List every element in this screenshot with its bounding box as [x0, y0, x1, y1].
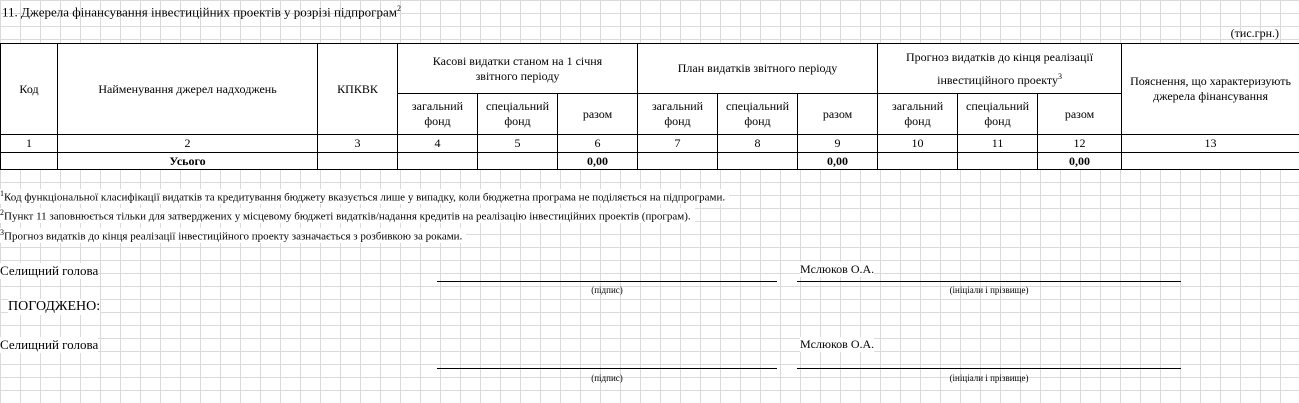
header-name: Найменування джерел надходжень — [58, 44, 318, 135]
header-kpkvk: КПКВК — [318, 44, 398, 135]
colnum: 2 — [58, 135, 318, 153]
footnote-2 — [0, 208, 695, 223]
total-kpkvk — [318, 153, 398, 170]
total-forecast-special — [958, 153, 1038, 170]
footnote-1 — [0, 189, 729, 204]
colnum: 3 — [318, 135, 398, 153]
colnum: 10 — [878, 135, 958, 153]
sub-plan-total: разом — [798, 94, 878, 135]
footnote-2-text: Пункт 11 заповнюється тільки для затверджених у місцевому бюджеті видатків/надання кредитів на реалізацію інвестиційних проектів (програм). — [4, 210, 691, 223]
agreed-name-caption: (ініціали і прізвище) — [949, 373, 1029, 383]
sub-cash-general: загальний фонд — [398, 94, 478, 135]
signature-caption: (підпис) — [591, 285, 623, 295]
total-plan-general — [638, 153, 718, 170]
header-cash-text: Касові видатки станом на 1 січня звітного періоду — [432, 53, 603, 83]
colnum: 8 — [718, 135, 798, 153]
total-cash-general — [398, 153, 478, 170]
total-plan-special — [718, 153, 798, 170]
colnum: 9 — [798, 135, 878, 153]
total-label: Усього — [58, 153, 318, 170]
header-explanation: Пояснення, що характеризують джерела фінансування — [1122, 44, 1299, 135]
colnum: 6 — [558, 135, 638, 153]
header-cash-group — [398, 44, 638, 94]
agreed-signature-caption: (підпис) — [591, 373, 623, 383]
sub-forecast-general: загальний фонд — [878, 94, 958, 135]
sub-cash-special: спеціальний фонд — [478, 94, 558, 135]
colnum: 12 — [1038, 135, 1122, 153]
total-explanation — [1122, 153, 1299, 170]
section-title — [2, 4, 401, 20]
sub-cash-total: разом — [558, 94, 638, 135]
total-code — [1, 153, 58, 170]
agreed-signature-line — [437, 368, 777, 369]
footnote-1-sup: 1 — [0, 189, 4, 198]
footnote-2-sup: 2 — [0, 208, 4, 217]
total-cash-special — [478, 153, 558, 170]
footnote-1-text: Код функціональної класифікації видатків та кредитування бюджету вказується лише у випадку, коли бюджетна програма не поділяється на підпрограми. — [4, 191, 726, 204]
colnum: 13 — [1122, 135, 1299, 153]
section-title-text: 11. Джерела фінансування інвестиційних проектів у розрізі підпрограм — [2, 4, 397, 20]
sub-plan-special: спеціальний фонд — [718, 94, 798, 135]
financing-table — [0, 43, 1299, 170]
total-row — [1, 153, 1299, 170]
header-plan-group: План видатків звітного періоду — [638, 44, 878, 94]
agreed-label: ПОГОДЖЕНО: — [8, 299, 101, 314]
footnote-3 — [0, 228, 466, 243]
header-forecast-group — [878, 44, 1122, 94]
total-forecast-total: 0,00 — [1038, 153, 1122, 170]
colnum: 11 — [958, 135, 1038, 153]
total-cash-total: 0,00 — [558, 153, 638, 170]
sub-forecast-total: разом — [1038, 94, 1122, 135]
colnum: 7 — [638, 135, 718, 153]
sub-forecast-special: спеціальний фонд — [958, 94, 1038, 135]
agreed-name-line — [797, 368, 1181, 369]
footnote-3-text: Прогноз видатків до кінця реалізації інвестиційного проекту зазначається з розбивкою за роками. — [4, 230, 463, 243]
header-forecast-text: Прогноз видатків до кінця реалізації інвестиційного проекту — [906, 50, 1094, 87]
head-title: Селищний голова — [0, 263, 99, 278]
colnum: 5 — [478, 135, 558, 153]
agreed-name: Мслюков О.А. — [800, 337, 875, 351]
header-code: Код — [1, 44, 58, 135]
name-caption: (ініціали і прізвище) — [949, 285, 1029, 295]
agreed-title: Селищний голова — [0, 337, 99, 352]
units-label: (тис.грн.) — [1230, 26, 1279, 40]
colnum: 1 — [1, 135, 58, 153]
header-forecast-sup: 3 — [1057, 72, 1062, 81]
colnum: 4 — [398, 135, 478, 153]
head-name: Мслюков О.А. — [800, 262, 875, 276]
section-title-sup: 2 — [396, 4, 401, 13]
footnote-3-sup: 3 — [0, 228, 4, 237]
total-plan-total: 0,00 — [798, 153, 878, 170]
name-line — [797, 281, 1181, 282]
column-numbers-row — [1, 135, 1299, 153]
total-forecast-general — [878, 153, 958, 170]
sub-plan-general: загальний фонд — [638, 94, 718, 135]
signature-line — [437, 281, 777, 282]
